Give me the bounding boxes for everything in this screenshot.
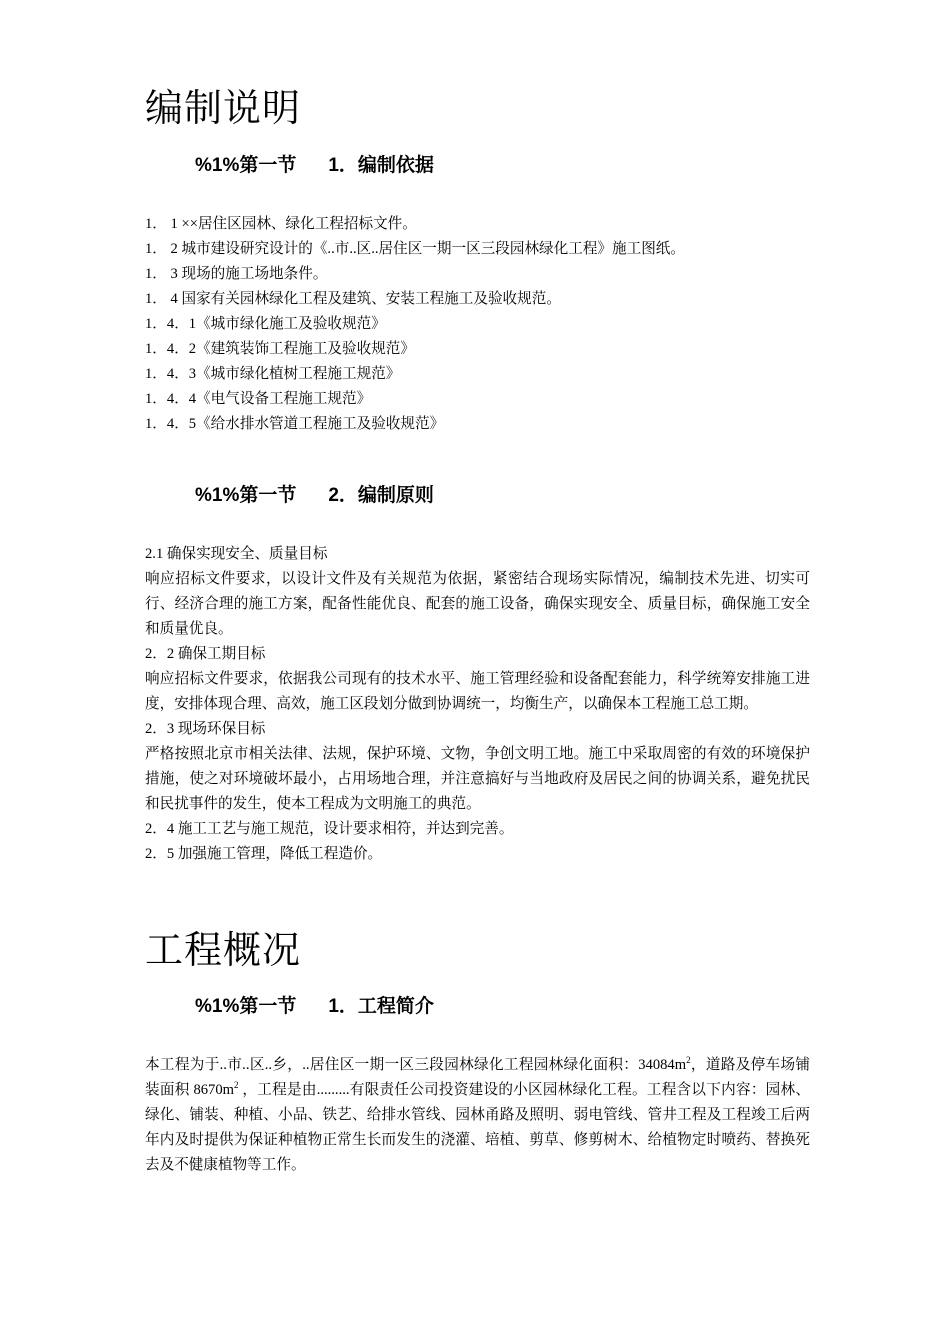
list-item: 1．4．1《城市绿化施工及验收规范》 (145, 316, 386, 332)
list-item: 1． 2 城市建设研究设计的《..市..区..居住区一期一区三段园林绿化工程》施工图纸。 (145, 241, 685, 257)
subheading-environment: 2．3 现场环保目标 (145, 721, 266, 737)
section-prefix: %1%第一节 (195, 996, 297, 1017)
chapter-title-compilation-notes: 编制说明 (145, 86, 302, 130)
section-heading-compilation-principles (195, 483, 434, 509)
superscript-2: 2 (234, 1080, 239, 1091)
section-number-title: 1．工程简介 (328, 996, 434, 1017)
paragraph-environment: 严格按照北京市相关法律、法规，保护环境、文物，争创文明工地。施工中采取周密的有效的环境保护措施，使之对环境破坏最小，占用场地合理，并注意搞好与当地政府及居民之间的协调关系，避免扰民和民扰事件的发生，使本工程成为文明施工的典范。 (145, 746, 810, 812)
item-cost-control: 2．5 加强施工管理，降低工程造价。 (145, 846, 383, 862)
chapter-title-project-overview: 工程概况 (145, 928, 302, 972)
item-process-standards: 2．4 施工工艺与施工规范，设计要求相符，并达到完善。 (145, 821, 514, 837)
list-item: 1． 1 ××居住区园林、绿化工程招标文件。 (145, 216, 417, 232)
compilation-basis-list (145, 212, 810, 437)
text-run: ，道路及停车场铺装面积 8670m (145, 1057, 810, 1098)
section-prefix: %1%第一节 (195, 155, 297, 176)
project-intro-body (145, 1053, 810, 1178)
section-heading-project-intro (195, 994, 434, 1020)
compilation-principles-body (145, 542, 810, 867)
section-prefix: %1%第一节 (195, 485, 297, 506)
section-number-title: 2．编制原则 (328, 485, 434, 506)
section-heading-compilation-basis (195, 153, 434, 179)
subheading-schedule: 2．2 确保工期目标 (145, 646, 266, 662)
superscript-2: 2 (686, 1055, 691, 1066)
text-run: ，工程是由.........有限责任公司投资建设的小区园林绿化工程。工程含以下内容：园林、绿化、铺装、种植、小品、铁艺、给排水管线、园林甬路及照明、弱电管线、管井工程及工程竣工后两年内及时提供为保证种植物正常生长而发生的浇灌、培植、剪草、修剪树木、给植物定时喷药、替换死去及不健康植物等工作。 (145, 1082, 810, 1173)
list-item: 1．4．5《给水排水管道工程施工及验收规范》 (145, 416, 445, 432)
subheading-safety-quality: 2.1 确保实现安全、质量目标 (145, 546, 328, 562)
list-item: 1． 3 现场的施工场地条件。 (145, 266, 328, 282)
paragraph-schedule: 响应招标文件要求，依据我公司现有的技术水平、施工管理经验和设备配套能力，科学统筹安排施工进度，安排体现合理、高效，施工区段划分做到协调统一，均衡生产，以确保本工程施工总工期。 (145, 671, 810, 712)
list-item: 1． 4 国家有关园林绿化工程及建筑、安装工程施工及验收规范。 (145, 291, 561, 307)
list-item: 1．4．2《建筑装饰工程施工及验收规范》 (145, 341, 415, 357)
paragraph-safety-quality: 响应招标文件要求，以设计文件及有关规范为依据，紧密结合现场实际情况，编制技术先进、切实可行、经济合理的施工方案，配备性能优良、配套的施工设备，确保实现安全、质量目标，确保施工安全和质量优良。 (145, 571, 810, 637)
section-number-title: 1．编制依据 (328, 155, 434, 176)
paragraph-project-intro (145, 1053, 810, 1178)
list-item: 1．4．3《城市绿化植树工程施工规范》 (145, 366, 401, 382)
text-run: 本工程为于..市..区..乡，..居住区一期一区三段园林绿化工程园林绿化面积：34084m (145, 1057, 687, 1073)
list-item: 1．4．4《电气设备工程施工规范》 (145, 391, 372, 407)
